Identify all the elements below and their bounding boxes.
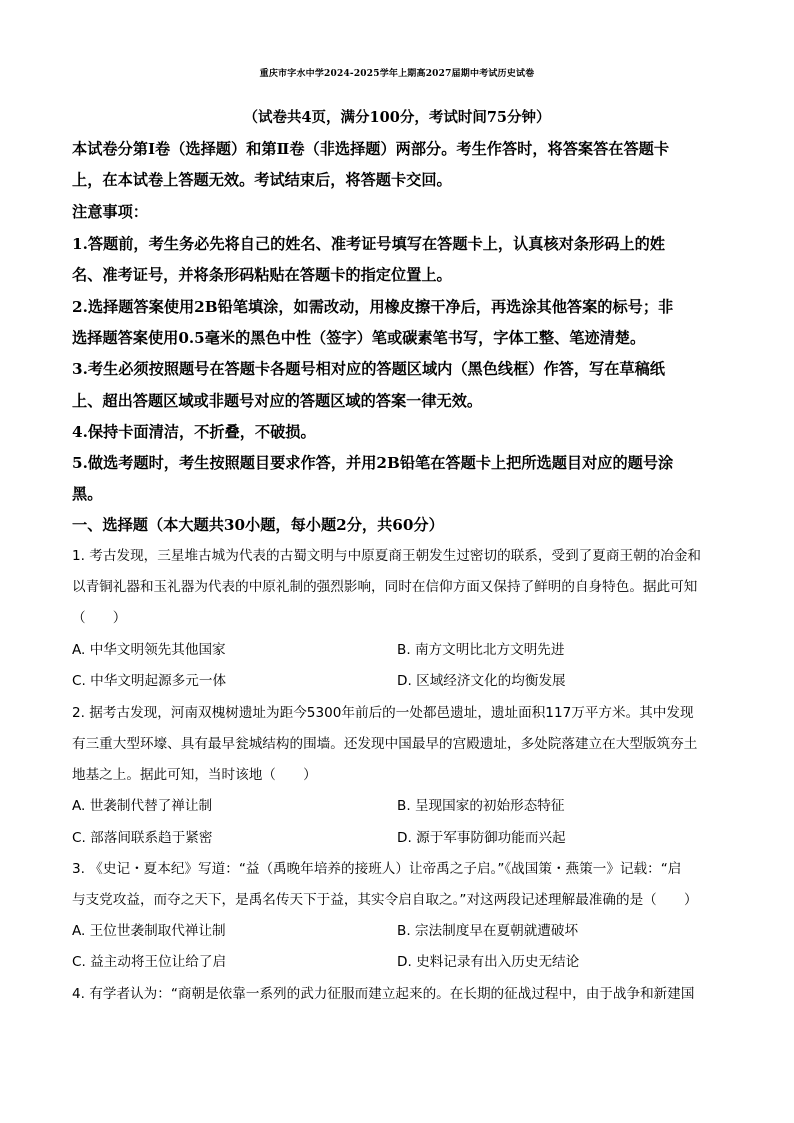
notice-item-5-line-2: 黑。 bbox=[72, 485, 103, 503]
question-3-line-2: 与支党攻益，而夺之天下，是禹名传天下于益，其实令启自取之。”对这两段记述理解最准确的是（ ） bbox=[72, 892, 698, 908]
question-2-option-c: C. 部落间联系趋于紧密 bbox=[72, 830, 213, 846]
question-3-option-d: D. 史料记录有出入历史无结论 bbox=[397, 954, 580, 970]
question-1-line-3: （ ） bbox=[72, 610, 127, 626]
question-1-option-c: C. 中华文明起源多元一体 bbox=[72, 673, 227, 689]
question-1-option-b: B. 南方文明比北方文明先进 bbox=[397, 642, 565, 658]
section-1-heading: 一、选择题（本大题共30小题，每小题2分，共60分） bbox=[72, 516, 444, 534]
exam-title: 重庆市字水中学2024-2025学年上期高2027届期中考试历史试卷 bbox=[259, 69, 535, 79]
question-2-line-3: 地基之上。据此可知，当时该地（ ） bbox=[72, 767, 317, 783]
question-2-option-b: B. 呈现国家的初始形态特征 bbox=[397, 798, 565, 814]
notice-item-2-line-2: 选择题答案使用0.5毫米的黑色中性（签字）笔或碳素笔书写，字体工整、笔迹清楚。 bbox=[72, 329, 646, 347]
intro-line-2: 上，在本试卷上答题无效。考试结束后，将答题卡交回。 bbox=[72, 171, 452, 189]
exam-subtitle: （试卷共4页，满分100分，考试时间75分钟） bbox=[243, 109, 551, 126]
notice-heading: 注意事项： bbox=[72, 203, 148, 221]
question-3-option-c: C. 益主动将王位让给了启 bbox=[72, 954, 227, 970]
question-3-option-a: A. 王位世袭制取代禅让制 bbox=[72, 923, 226, 939]
question-1-line-1: 1. 考古发现，三星堆古城为代表的古蜀文明与中原夏商王朝发生过密切的联系，受到了夏商王朝的冶金和 bbox=[72, 548, 702, 564]
question-2-line-1: 2. 据考古发现，河南双槐树遗址为距今5300年前后的一处都邑遗址，遗址面积117万平方米。其中发现 bbox=[72, 705, 694, 721]
question-4-line-1: 4. 有学者认为：“商朝是依靠一系列的武力征服而建立起来的。在长期的征战过程中，由于战争和新建国 bbox=[72, 986, 695, 1002]
question-3-line-1: 3. 《史记・夏本纪》写道：“益（禹晚年培养的接班人）让帝禹之子启。”《战国策・燕策一》记载：“启 bbox=[72, 861, 682, 877]
intro-line-1: 本试卷分第Ⅰ卷（选择题）和第Ⅱ卷（非选择题）两部分。考生作答时，将答案答在答题卡 bbox=[72, 140, 670, 158]
notice-item-1-line-1: 1.答题前，考生务必先将自己的姓名、准考证号填写在答题卡上，认真核对条形码上的姓 bbox=[72, 235, 665, 253]
question-1-option-d: D. 区域经济文化的均衡发展 bbox=[397, 673, 566, 689]
notice-item-5-line-1: 5.做选考题时，考生按照题目要求作答，并用2B铅笔在答题卡上把所选题目对应的题号涂 bbox=[72, 454, 674, 472]
notice-item-3-line-2: 上、超出答题区域或非题号对应的答题区域的答案一律无效。 bbox=[72, 392, 483, 410]
notice-item-3-line-1: 3.考生必须按照题号在答题卡各题号相对应的答题区域内（黑色线框）作答，写在草稿纸 bbox=[72, 360, 665, 378]
notice-item-2-line-1: 2.选择题答案使用2B铅笔填涂，如需改动，用橡皮擦干净后，再选涂其他答案的标号；非 bbox=[72, 298, 674, 316]
question-1-line-2: 以青铜礼器和玉礼器为代表的中原礼制的强烈影响，同时在信仰方面又保持了鲜明的自身特色。据此可知 bbox=[72, 579, 698, 595]
question-1-option-a: A. 中华文明领先其他国家 bbox=[72, 642, 226, 658]
notice-item-1-line-2: 名、准考证号，并将条形码粘贴在答题卡的指定位置上。 bbox=[72, 266, 452, 284]
notice-item-4: 4.保持卡面清洁，不折叠，不破损。 bbox=[72, 423, 316, 441]
question-2-option-d: D. 源于军事防御功能而兴起 bbox=[397, 830, 566, 846]
question-2-line-2: 有三重大型环壕、具有最早瓮城结构的围墙。还发现中国最早的宫殿遗址，多处院落建立在大型版筑夯土 bbox=[72, 736, 698, 752]
question-2-option-a: A. 世袭制代替了禅让制 bbox=[72, 798, 213, 814]
question-3-option-b: B. 宗法制度早在夏朝就遭破坏 bbox=[397, 923, 579, 939]
